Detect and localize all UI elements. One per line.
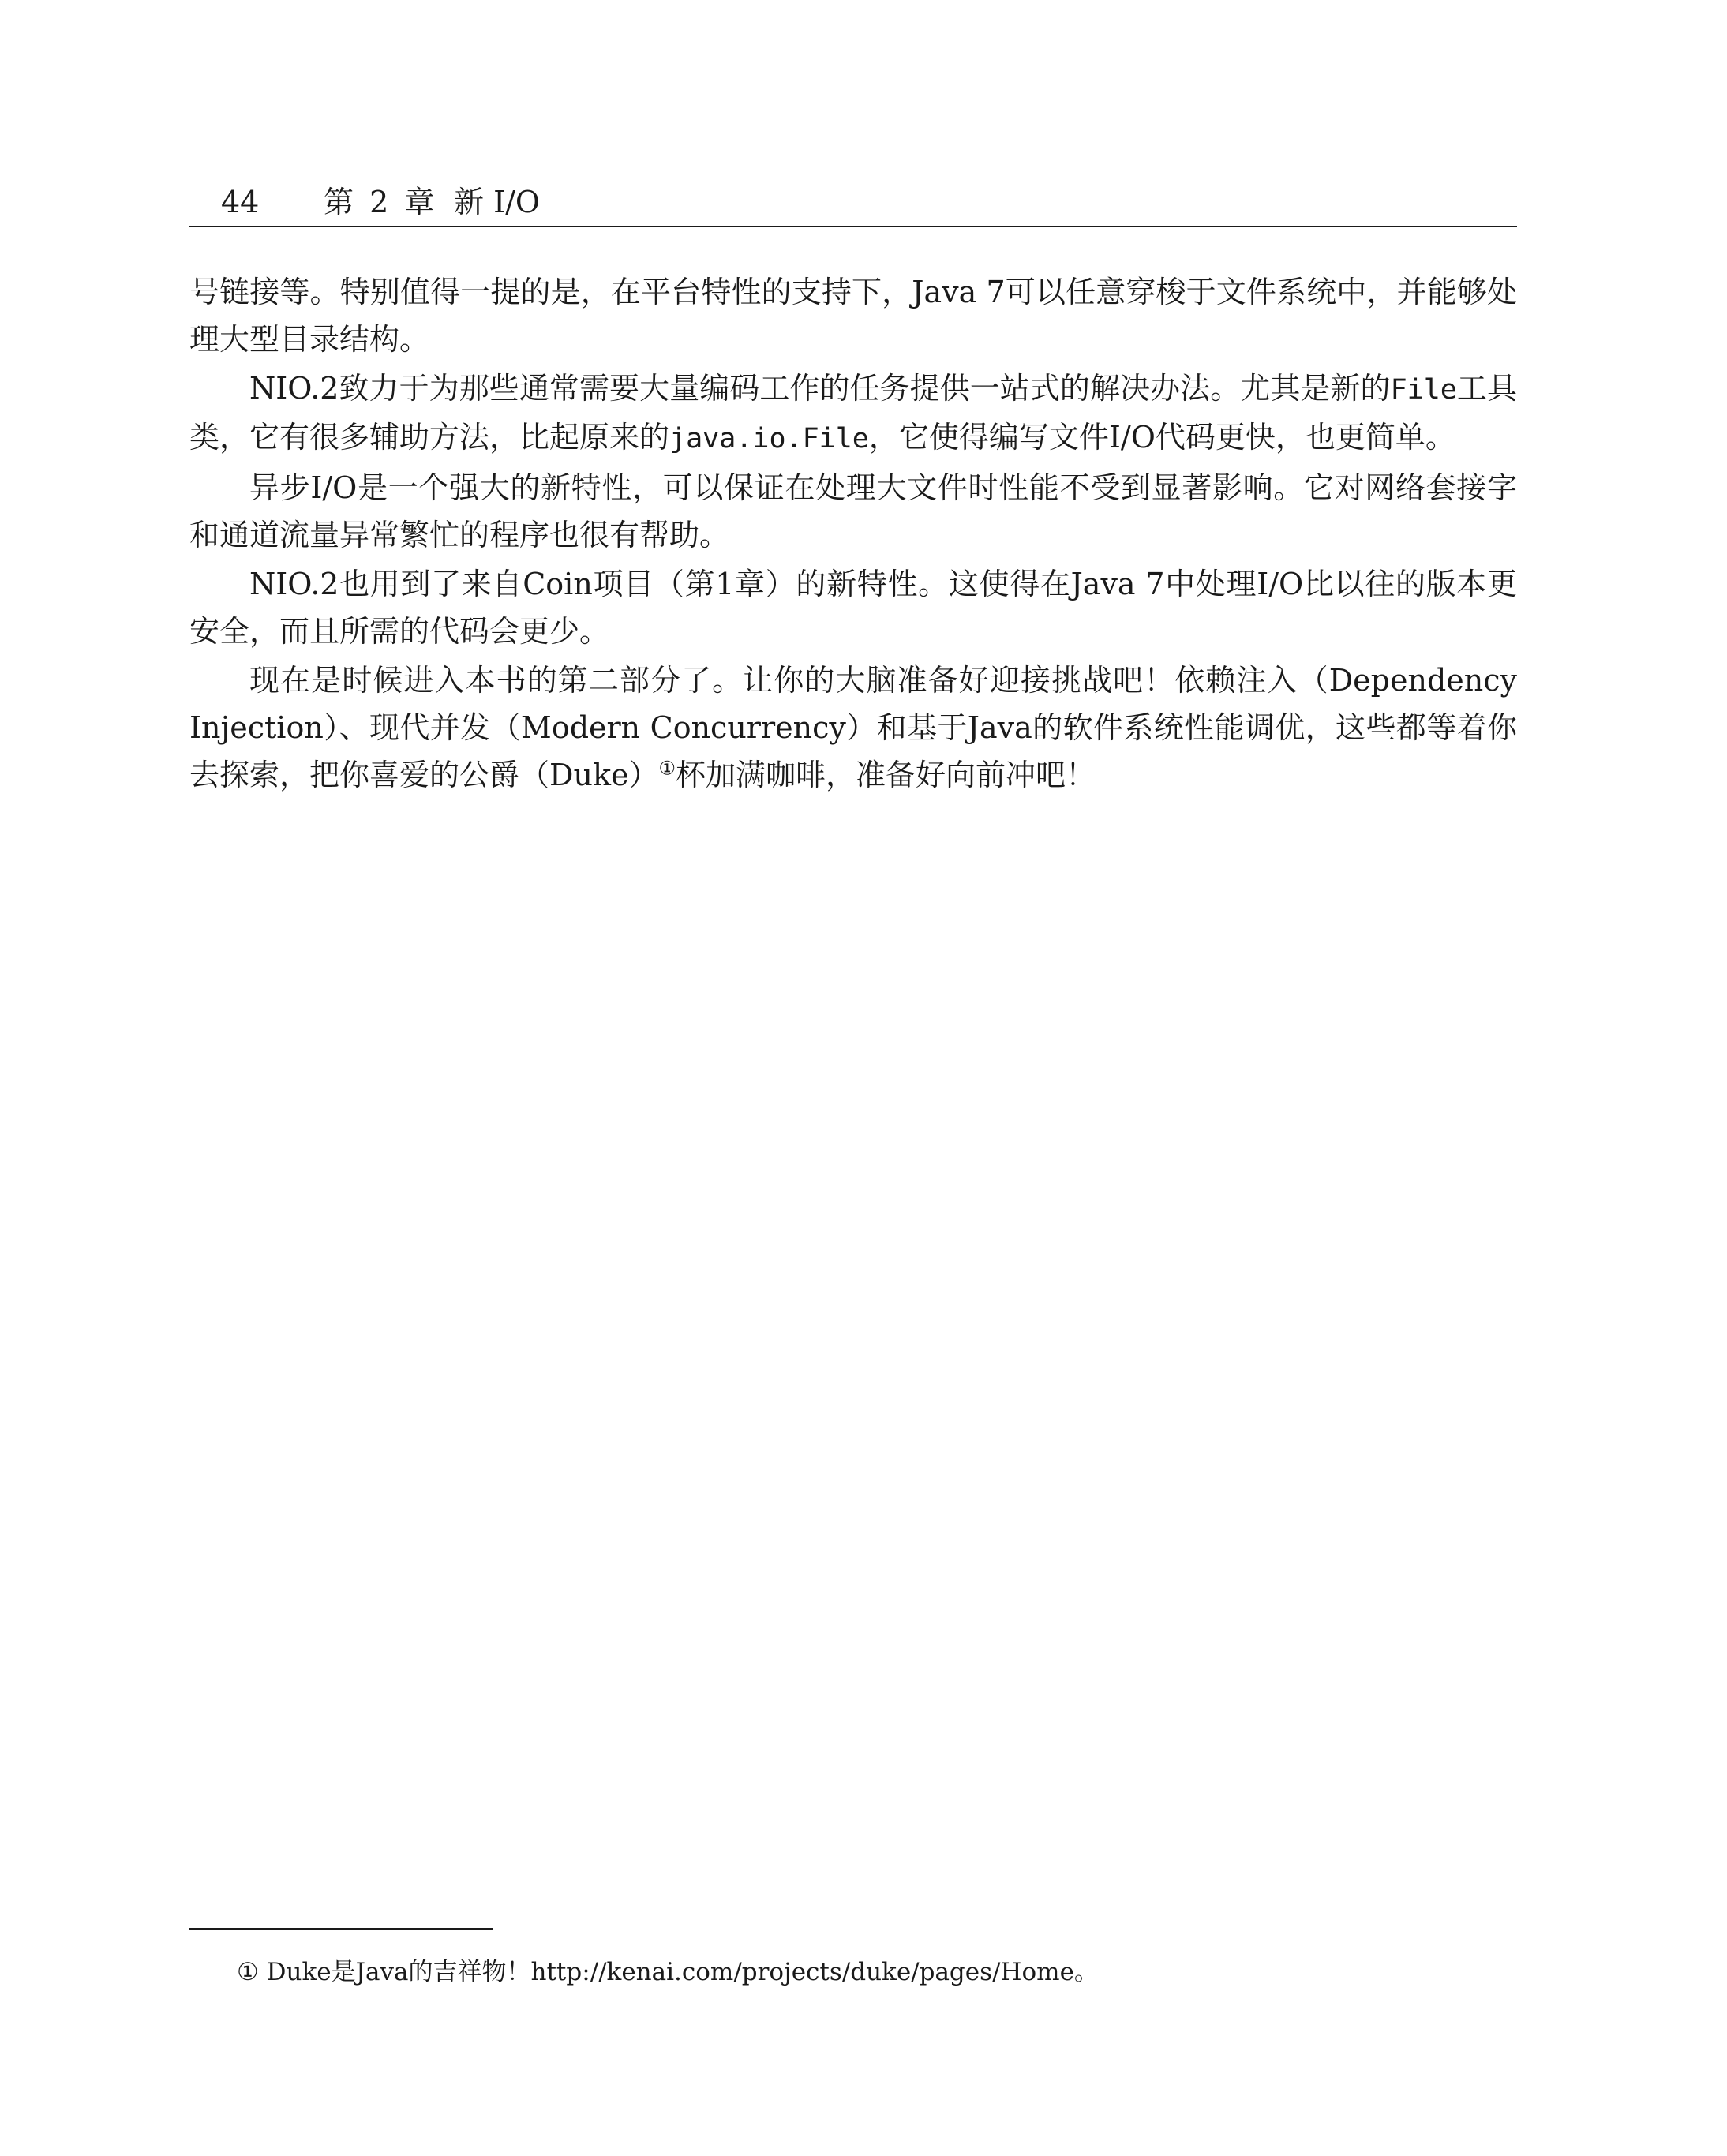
header-rule [189, 226, 1517, 227]
running-header [189, 180, 1517, 224]
code-file: File [1390, 374, 1457, 406]
paragraph-2-part-b: 工具类，它有很多辅助方法，比起原来的 [189, 371, 1517, 455]
paragraph-3: 异步I/O是一个强大的新特性，可以保证在处理大文件时性能不受到显著影响。它对网络套接字和通道流量异常繁忙的程序也很有帮助。 [189, 470, 1517, 552]
footnote-reference[interactable]: ① [658, 757, 676, 780]
code-java-io-file: java.io.File [669, 423, 869, 455]
page-number: 44 [221, 185, 260, 219]
chapter-title: 新 I/O [454, 185, 541, 219]
footnote: ① Duke是Java的吉祥物！http://kenai.com/projects/duke/pages/Home。 [237, 1958, 1099, 1986]
paragraph-4: NIO.2也用到了来自Coin项目（第1章）的新特性。这使得在Java 7中处理I/O比以往的版本更安全，而且所需的代码会更少。 [189, 567, 1517, 649]
paragraph-2 [189, 365, 1517, 462]
paragraph-1: 号链接等。特别值得一提的是，在平台特性的支持下，Java 7可以任意穿梭于文件系统中，并能够处理大型目录结构。 [189, 275, 1517, 357]
paragraph-2-part-a: NIO.2致力于为那些通常需要大量编码工作的任务提供一站式的解决办法。尤其是新的 [249, 371, 1391, 406]
body-text [189, 268, 1517, 800]
paragraph-5 [189, 657, 1517, 799]
paragraph-5-part-b: 杯加满咖啡，准备好向前冲吧！ [675, 758, 1096, 792]
paragraph-5-part-a: 现在是时候进入本书的第二部分了。让你的大脑准备好迎接挑战吧！依赖注入（Dependency Injection）、现代并发（Modern Concurrency）和基于Java的软件系统性能调优，这些都等着你去探索，把你喜爱的公爵（Duke） [189, 663, 1517, 792]
chapter-label: 第 2 章 [324, 185, 438, 219]
footnote-rule [189, 1928, 493, 1930]
paragraph-2-part-c: ，它使得编写文件I/O代码更快，也更简单。 [868, 420, 1455, 455]
